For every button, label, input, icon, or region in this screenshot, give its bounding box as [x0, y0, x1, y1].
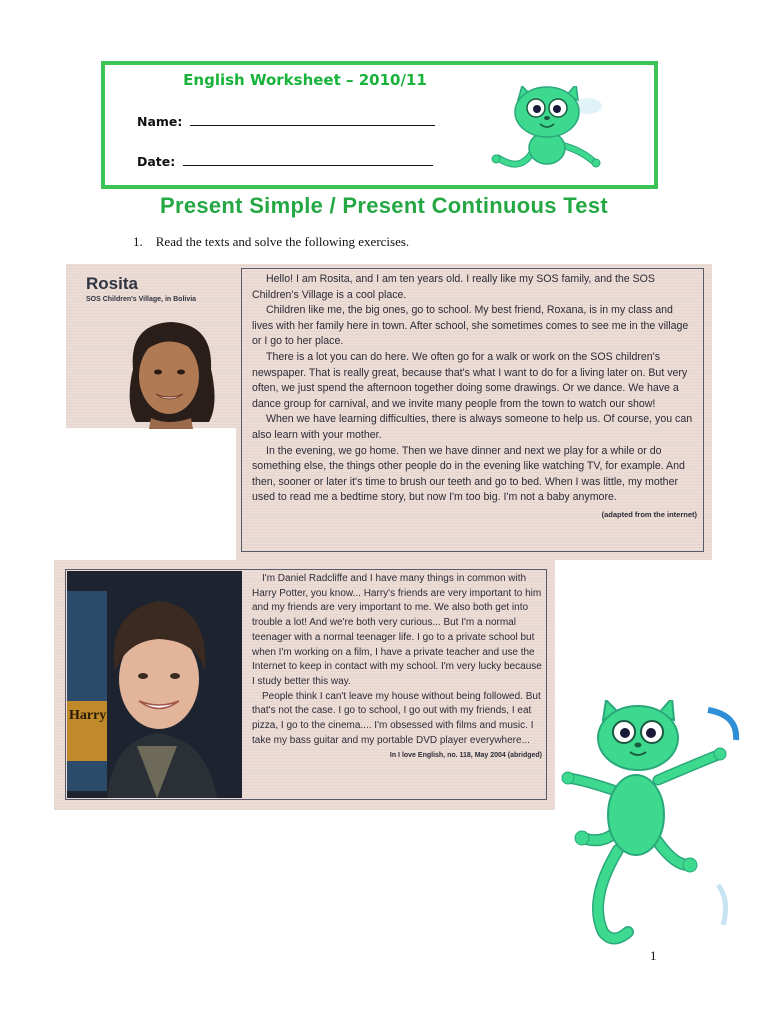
rosita-text-panel: [236, 264, 712, 560]
exercise-instruction: 1. Read the texts and solve the following exercises.: [133, 234, 410, 249]
date-field[interactable]: [137, 153, 433, 169]
rosita-paragraph: Hello! I am Rosita, and I am ten years old. I really like my SOS family, and the SOS Children's Village is a cool place.: [252, 273, 655, 301]
harry-paragraph: I'm Daniel Radcliffe and I have many things in common with Harry Potter, you know... Harry's friends are very important to him and my friends are very important to me. We also both get into trouble a lot! And we're both very curious... But I'm a normal teenager with a normal teenager life. I go to a private school but when I'm working on a film, I have a private teacher and use the Internet to keep in contact with my school. I'm very lucky because I study better this way.: [252, 573, 542, 687]
rosita-paragraph: Children like me, the big ones, go to school. My best friend, Roxana, is in my class and lives with her family here in town. After school, she sometimes comes to see me in the village or I go to her place.: [252, 304, 689, 348]
rosita-profile-panel: [66, 264, 238, 428]
page-number: 1: [650, 948, 657, 963]
cat-mascot-small: [468, 86, 618, 186]
harry-text-box: [252, 572, 542, 764]
rosita-paragraph: In the evening, we go home. Then we have dinner and next we play for a while or do something else, the things other people do in the evening like watching TV, for example. And then, sooner or later it's time to brush our teeth and go to bed. When I was little, my mother used to read me a bedtime story, but now I'm too big. I'm not a baby anymore.: [252, 444, 685, 504]
worksheet-title: English Worksheet – 2010/11: [183, 71, 427, 89]
rosita-photo: [121, 314, 221, 429]
harry-panel: [54, 560, 555, 810]
name-field[interactable]: [137, 113, 435, 129]
poster-text: Harry: [69, 708, 107, 723]
rosita-subtitle: SOS Children's Village, in Bolivia: [86, 296, 197, 303]
rosita-name: Rosita: [86, 274, 138, 293]
date-label: Date:: [137, 154, 176, 169]
test-title: Present Simple / Present Continuous Test: [159, 193, 608, 218]
date-line: [183, 153, 433, 166]
daniel-radcliffe-photo: [67, 571, 242, 798]
rosita-credit: (adapted from the internet): [601, 509, 697, 519]
rosita-paragraph: When we have learning difficulties, there is always someone to help us. Of course, you can also learn with your mother.: [252, 413, 693, 441]
harry-credit: In I love English, no. 118, May 2004 (abridged): [389, 752, 542, 760]
cat-mascot-large: [558, 700, 740, 945]
name-line: [190, 113, 435, 126]
name-label: Name:: [137, 114, 183, 129]
harry-paragraph: People think I can't leave my house without being followed. But that's not the case. I go to school, I go out with my friends, I eat pizza, I go to the cinema.... I'm obsessed with films and music. I take my bass guitar and my portable DVD player everywhere...: [252, 690, 541, 746]
rosita-paragraph: There is a lot you can do here. We often go for a walk or work on the SOS children's newspaper. That is really great, because that's what I want to do for a living later on. But very often, we just spend the afternoon together doing some drawings. Or we dance. We have a dance group for carnival, and we invite many people from the town to watch our show!: [252, 350, 688, 410]
rosita-text-box: [241, 268, 704, 552]
